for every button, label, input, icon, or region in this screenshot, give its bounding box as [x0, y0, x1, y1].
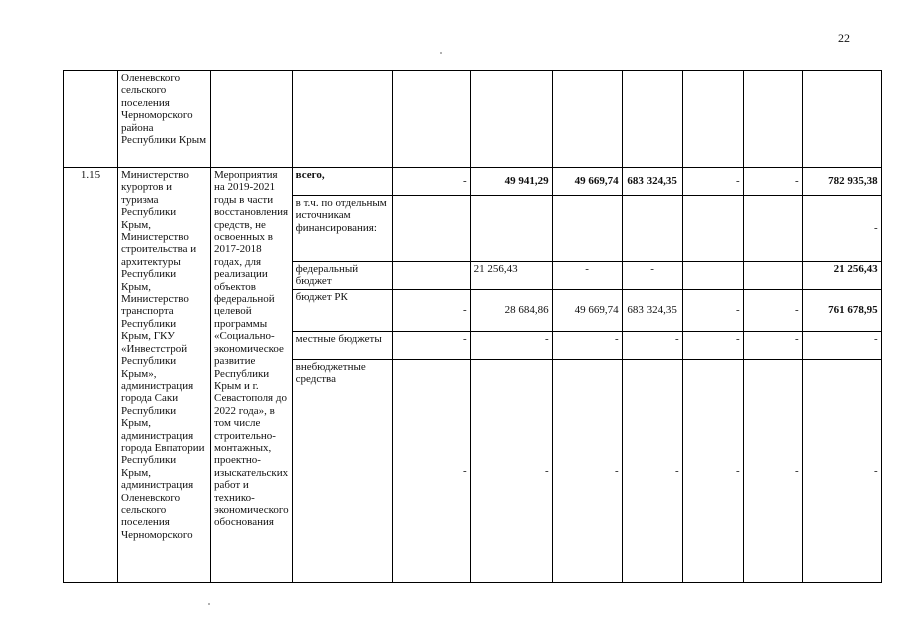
total-cell: -: [802, 331, 881, 359]
value-cell: 28 684,86: [470, 289, 552, 331]
value-cell: [743, 262, 802, 290]
value-cell: -: [392, 168, 470, 196]
cell-empty: [211, 71, 293, 168]
cell-empty: [743, 71, 802, 168]
value-cell: -: [392, 289, 470, 331]
value-cell: -: [552, 331, 622, 359]
value-cell: [682, 196, 743, 262]
value-cell: -: [743, 289, 802, 331]
scan-speck: [208, 603, 210, 605]
table-row-continuation: [64, 71, 882, 168]
total-cell: 761 678,95: [802, 289, 881, 331]
row-label: внебюджетные средства: [292, 359, 392, 582]
value-cell: -: [552, 262, 622, 290]
cell-empty: [682, 71, 743, 168]
value-cell: -: [682, 331, 743, 359]
value-cell: 683 324,35: [622, 168, 682, 196]
cell-empty: [292, 71, 392, 168]
value-cell: -: [622, 359, 682, 582]
value-cell: -: [622, 262, 682, 290]
value-cell: -: [552, 359, 622, 582]
value-cell: [743, 196, 802, 262]
cell-empty: [552, 71, 622, 168]
value-cell: [392, 262, 470, 290]
cell-empty: [802, 71, 881, 168]
item-number: 1.15: [64, 168, 118, 583]
table-row-total: [64, 168, 882, 196]
cell-number-empty: [64, 71, 118, 168]
cell-empty: [622, 71, 682, 168]
total-cell: -: [802, 196, 881, 262]
value-cell: -: [392, 359, 470, 582]
budget-table: [63, 70, 882, 583]
value-cell: 683 324,35: [622, 289, 682, 331]
cell-empty: [392, 71, 470, 168]
item-executors: Министерство курортов и туризма Республики Крым, Министерство строительства и архитектуры Республики Крым, Министерство транспорта Республики Крым, ГКУ «Инвестстрой Республики Крым», администрация города Саки Республики Крым, администрация города Евпатории Республики Крым, администрация Оленевского сельского поселения Черноморского: [118, 168, 211, 583]
value-cell: 49 669,74: [552, 289, 622, 331]
page-number: 22: [838, 31, 850, 45]
row-label: всего,: [292, 168, 392, 196]
value-cell: -: [743, 359, 802, 582]
value-cell: 49 669,74: [552, 168, 622, 196]
value-cell: -: [743, 331, 802, 359]
total-cell: 782 935,38: [802, 168, 881, 196]
value-cell: [552, 196, 622, 262]
row-label: в т.ч. по отдельным источникам финансирования:: [292, 196, 392, 262]
total-cell: -: [802, 359, 881, 582]
value-cell: 21 256,43: [470, 262, 552, 290]
value-cell: [392, 196, 470, 262]
value-cell: -: [743, 168, 802, 196]
row-label: бюджет РК: [292, 289, 392, 331]
cell-executors-continued: Оленевского сельского поселения Черноморского района Республики Крым: [118, 71, 211, 168]
value-cell: 49 941,29: [470, 168, 552, 196]
row-label: федеральный бюджет: [292, 262, 392, 290]
scan-speck: [440, 52, 442, 54]
value-cell: -: [470, 331, 552, 359]
value-cell: -: [682, 289, 743, 331]
value-cell: -: [682, 359, 743, 582]
cell-empty: [470, 71, 552, 168]
total-cell: 21 256,43: [802, 262, 881, 290]
value-cell: -: [392, 331, 470, 359]
value-cell: -: [622, 331, 682, 359]
value-cell: -: [682, 168, 743, 196]
value-cell: [470, 196, 552, 262]
value-cell: [622, 196, 682, 262]
row-label: местные бюджеты: [292, 331, 392, 359]
value-cell: [682, 262, 743, 290]
item-description: Мероприятия на 2019-2021 годы в части восстановления средств, не освоенных в 2017-2018 годах, для реализации объектов федеральной целевой программы «Социально-экономическое развитие Республики Крым и г. Севастополя до 2022 года», в том числе строительно-монтажных, проектно-изыскательских работ и технико-экономического обоснования: [211, 168, 293, 583]
value-cell: -: [470, 359, 552, 582]
